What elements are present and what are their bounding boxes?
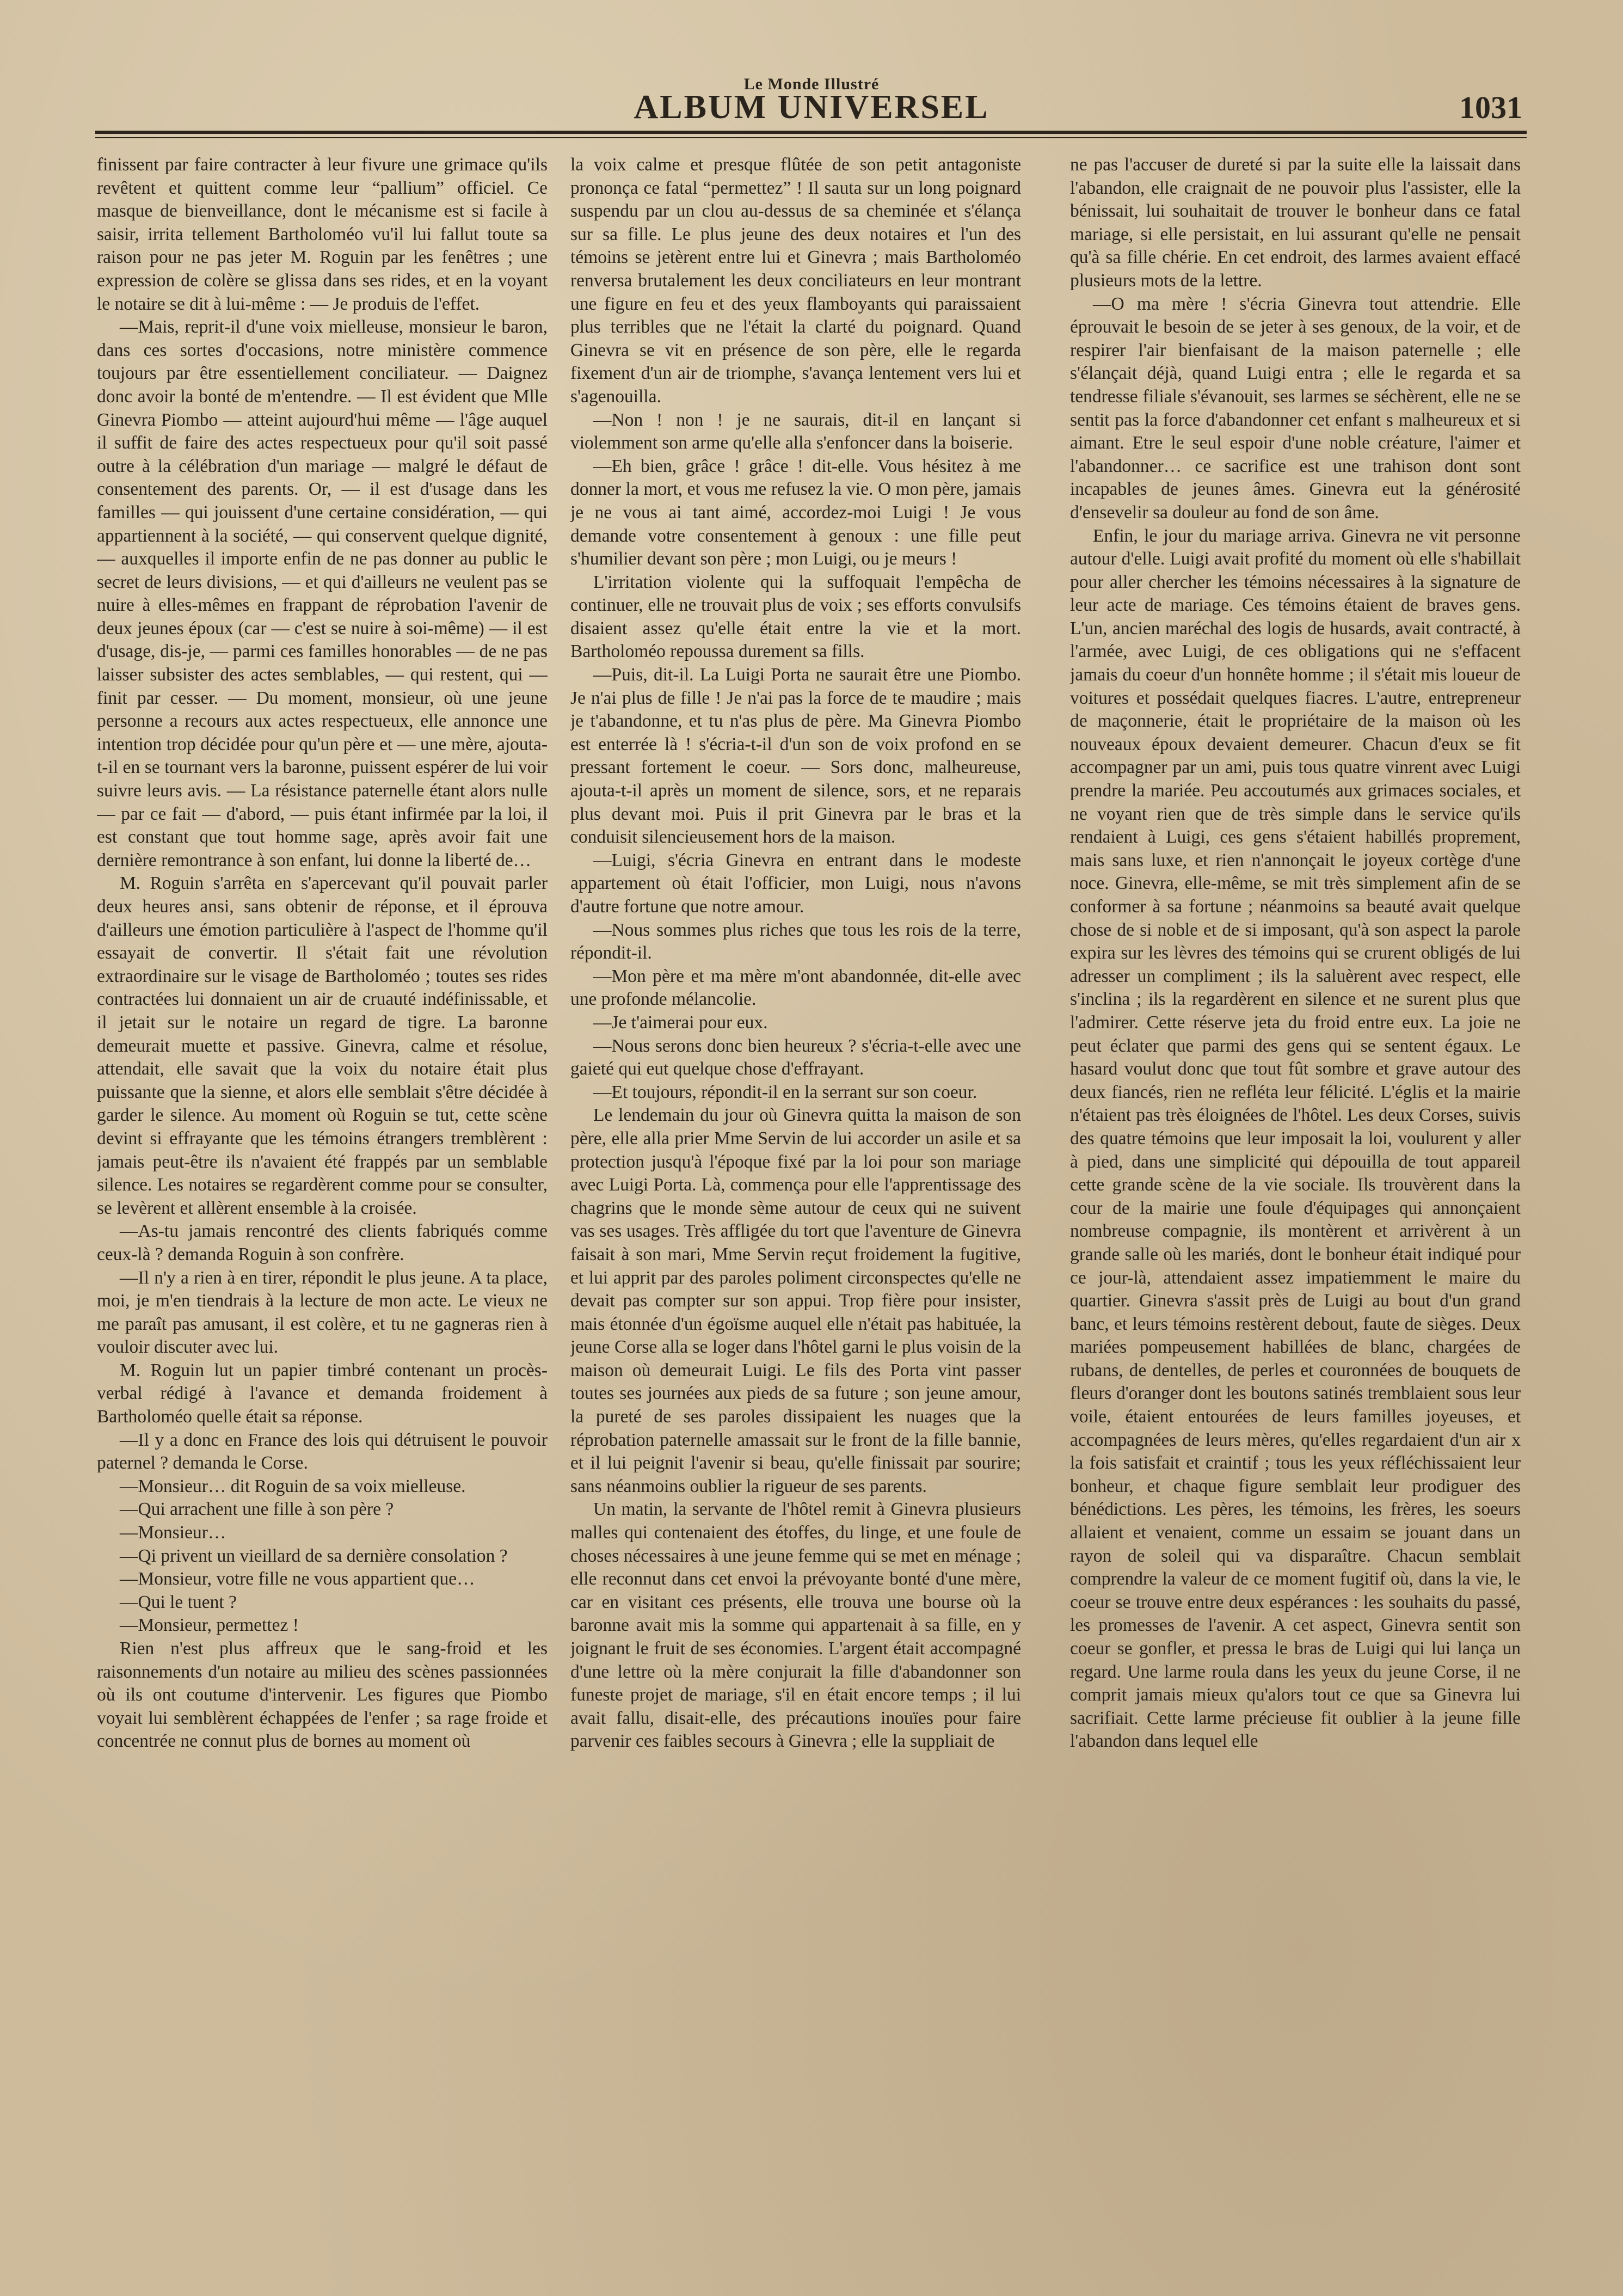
paragraph: —Nous serons donc bien heureux ? s'écria-t-elle avec une gaieté qui eut quelque chose d'effrayant. <box>570 1035 1021 1079</box>
paragraph: —Eh bien, grâce ! grâce ! dit-elle. Vous hésitez à me donner la mort, et vous me refusez la vie. O mon père, jamais je ne vous ai tant aimé, accordez-moi Luigi ! Je vous demande votre consentement à genoux : une fille peut s'humilier devant son père ; mon Luigi, ou je meurs ! <box>570 456 1021 569</box>
page-number: 1031 <box>1459 90 1522 125</box>
text-column-3 <box>1070 154 1521 2140</box>
text-column-2 <box>570 154 1021 2140</box>
paragraph: Un matin, la servante de l'hôtel remit à Ginevra plusieurs malles qui contenaient des étoffes, du linge, et une foule de choses nécessaires à une jeune femme qui se met en ménage ; elle reconnut dans cet envoi la prévoyante bonté d'une mère, car en visitant ces présents, elle trouva une bourse où la baronne avait mis la somme qui appartenait à sa fille, en y joignant le fruit de ses économies. L'argent était accompagné d'une lettre où la mère conjurait la fille d'abandonner son funeste projet de mariage, s'il en était encore temps ; il lui avait fallu, disait-elle, des précautions inouïes pour faire parvenir ces faibles secours à Ginevra ; elle la suppliait de <box>570 1499 1021 1752</box>
paragraph: —Il y a donc en France des lois qui détruisent le pouvoir paternel ? demanda le Corse. <box>97 1429 548 1474</box>
paragraph: Le lendemain du jour où Ginevra quitta la maison de son père, elle alla prier Mme Servin de lui accorder un asile et sa protection jusqu'à l'époque fixé par la loi pour son mariage avec Luigi Porta. Là, commença pour elle l'apprentissage des chagrins que le monde sème autour de ceux qui ne suivent vas ses usages. Très affligée du tort que l'aventure de Ginevra faisait à son mari, Mme Servin reçut froidement la fugitive, et lui apprit par des paroles poliment circonspectes qu'elle ne devait pas compter sur son appui. Trop fière pour insister, mais étonnée d'un égoïsme auquel elle n'était pas habituée, la jeune Corse alla se loger dans l'hôtel garni le plus voisin de la maison où demeurait Luigi. Le fils des Porta vint passer toutes ses journées aux pieds de sa future ; son jeune amour, la pureté de ses paroles dissipaient les nuages que la réprobation paternelle amassait sur le front de la fille bannie, et il lui peignit l'avenir si beau, qu'elle finissait par sourire; sans néanmoins oublier la rigueur de ses parents. <box>570 1105 1021 1496</box>
paragraph: —Monsieur… <box>120 1523 226 1543</box>
text-column-1 <box>97 154 548 2140</box>
paragraph: —Non ! non ! je ne saurais, dit-il en lançant si violemment son arme qu'elle alla s'enfoncer dans la boiserie. <box>570 409 1021 453</box>
paragraph: finissent par faire contracter à leur fivure une grimace qu'ils revêtent et quittent comme leur “pallium” officiel. Ce masque de bienveillance, dont le mécanisme est si facile à saisir, irrita tellement Bartholoméo vu'il lui fallut toute sa raison pour ne pas jeter M. Roguin par les fenêtres ; une expression de colère se glissa dans ses rides, et en la voyant le notaire se dit à lui-même : — Je produis de l'effet. <box>97 155 548 314</box>
masthead-kicker: Le Monde Illustré <box>743 75 880 93</box>
paragraph: M. Roguin s'arrêta en s'apercevant qu'il pouvait parler deux heures ansi, sans obtenir de réponse, et il éprouva d'ailleurs une émotion particulière à l'aspect de l'homme qu'il essayait de convertir. Il s'était fait une révolution extraordinaire sur le visage de Bartholoméo ; toutes ses rides contractées lui donnaient un air de cruauté indéfinissable, et il jetait sur le notaire un regard de tigre. La baronne demeurait muette et passive. Ginevra, calme et résolue, attendait, elle savait que la voix du notaire était plus puissante que la sienne, et alors elle semblait s'être décidée à garder le silence. Au moment où Roguin se tut, cette scène devint si effrayante que les témoins étrangers tremblèrent : jamais peut-être ils n'avaient été frappés par un semblable silence. Les notaires se regardèrent comme pour se consulter, se levèrent et allèrent ensemble à la croisée. <box>97 873 548 1218</box>
paragraph: —Monsieur, permettez ! <box>120 1615 299 1636</box>
paragraph: M. Roguin lut un papier timbré contenant un procès-verbal rédigé à l'avance et demanda froidement à Bartholoméo quelle était sa réponse. <box>97 1360 548 1427</box>
paragraph: —Et toujours, répondit-il en la serrant sur son coeur. <box>593 1082 978 1102</box>
paragraph: —Puis, dit-il. La Luigi Porta ne saurait être une Piombo. Je n'ai plus de fille ! Je n'ai pas la force de te maudire ; mais je t'abandonne, et tu n'as plus de père. Ma Ginevra Piombo est enterrée là ! s'écria-t-il d'un son de voix profond en se pressant fortement le coeur. — Sors donc, malheureuse, ajouta-t-il après un moment de silence, sors, et ne reparais plus devant moi. Puis il prit Ginevra par le bras et la conduisit silencieusement hors de la maison. <box>570 665 1021 848</box>
paragraph: —Mais, reprit-il d'une voix mielleuse, monsieur le baron, dans ces sortes d'occasions, notre ministère commence toujours par être essentiellement conciliateur. — Daignez donc avoir la bonté de m'entendre. — Il est évident que Mlle Ginevra Piombo — atteint aujourd'hui même — l'âge auquel il suffit de faire des actes respectueux pour qu'il soit passé outre à la célébration d'un mariage — malgré le défaut de consentement des parents. Or, — il est d'usage dans les familles — qui jouissent d'une certaine considération, — qui appartiennent à la société, — qui conservent quelque dignité, — auxquelles il importe enfin de ne pas donner au public le secret de leurs divisions, — et qui d'ailleurs ne veulent pas se nuire à elles-mêmes en frappant de réprobation l'avenir de deux jeunes époux (car — c'est se nuire à soi-même) — il est d'usage, dis-je, — parmi ces familles honorables — de ne pas laisser subsister des actes semblables, — qui restent, qui — finit par cesser. — Du moment, monsieur, où une jeune personne a recours aux actes respectueux, elle annonce une intention trop décidée pour qu'un père et — une mère, ajouta-t-il en se tournant vers la baronne, puissent espérer de lui voir suivre leurs avis. — La résistance paternelle étant alors nulle — par ce fait — d'abord, — puis étant infirmée par la loi, il est constant que tout homme sage, après avoir fait une dernière remontrance à son enfant, lui donne la liberté de… <box>97 317 548 870</box>
paragraph: la voix calme et presque flûtée de son petit antagoniste prononça ce fatal “permettez” ! Il sauta sur un long poignard suspendu par un clou au-dessus de sa cheminée et s'élança sur sa fille. Le plus jeune des deux notaires et l'un des témoins se jetèrent entre lui et Ginevra ; mais Bartholoméo renversa brutalement les deux conciliateurs en leur montrant une figure en feu et des yeux flamboyants qui paraissaient plus terribles que ne l'était la clarté du poignard. Quand Ginevra se vit en présence de son père, elle le regarda fixement d'un air de triomphe, s'avança lentement vers lui et s'agenouilla. <box>570 155 1021 407</box>
paragraph: —Je t'aimerai pour eux. <box>593 1012 768 1033</box>
paragraph: —Monsieur… dit Roguin de sa voix mielleuse. <box>120 1476 466 1496</box>
paragraph: —Qi privent un vieillard de sa dernière consolation ? <box>120 1545 508 1566</box>
paragraph: ne pas l'accuser de dureté si par la suite elle la laissait dans l'abandon, elle craignait de ne pouvoir plus l'assister, elle la bénissait, lui souhaitait de trouver le bonheur dans ce fatal mariage, si elle persistait, en lui assurant qu'elle ne pensait qu'à sa fille chérie. En cet endroit, des larmes avaient effacé plusieurs mots de la lettre. <box>1070 155 1521 291</box>
header-rule-thin <box>95 137 1527 138</box>
paragraph: L'irritation violente qui la suffoquait l'empêcha de continuer, elle ne trouvait plus de voix ; ses efforts convulsifs disaient assez qu'elle était entre la vie et la mort. Bartholoméo repoussa durement sa fills. <box>570 572 1021 662</box>
paragraph: Rien n'est plus affreux que le sang-froid et les raisonnements d'un notaire au milieu des scènes passionnées où ils ont coutume d'intervenir. Les figures que Piombo voyait lui semblèrent échappées de l'enfer ; sa rage froide et concentrée ne connut plus de bornes au moment où <box>97 1638 548 1752</box>
paragraph: —O ma mère ! s'écria Ginevra tout attendrie. Elle éprouvait le besoin de se jeter à ses genoux, de la voir, et de respirer l'air bienfaisant de la maison paternelle ; elle s'élançait déjà, quand Luigi entra ; elle le regarda et sa tendresse filiale s'évanouit, ses larmes se séchèrent, elle ne se sentit pas la force d'abandonner cet enfant s malheureux et si aimant. Etre le seul espoir d'une noble créature, l'aimer et l'abandonner… ce sacrifice est une trahison dont sont incapables de jeunes âmes. Ginevra eut la générosité d'ensevelir sa douleur au fond de son âme. <box>1070 293 1521 523</box>
paragraph: Enfin, le jour du mariage arriva. Ginevra ne vit personne autour d'elle. Luigi avait profité du moment où elle s'habillait pour aller chercher les témoins nécessaires à la signature de leur acte de mariage. Ces témoins étaient de braves gens. L'un, ancien maréchal des logis de husards, avait contracté, à l'armée, avec Luigi, de ces obligations qui ne s'effacent jamais du coeur d'un honnête homme ; il s'était mis loueur de voitures et possédait quelques fiacres. L'autre, entrepreneur de maçonnerie, était le propriétaire de la maison où les nouveaux époux devaient demeurer. Chacun d'eux se fit accompagner par un ami, puis tous quatre vinrent avec Luigi prendre la mariée. Peu accoutumés aux grimaces sociales, et ne voyant rien que de très simple dans le service qu'ils rendaient à Luigi, ces gens s'étaient habillés proprement, mais sans luxe, et rien n'annonçait le joyeux cortège d'une noce. Ginevra, elle-même, se mit très simplement afin de se conformer à sa fortune ; néanmoins sa beauté avait quelque chose de si noble et de si imposant, qu'à son aspect la parole expira sur les lèvres des témoins qui se crurent obligés de lui adresser un compliment ; ils la saluèrent avec respect, elle s'inclina ; ils la regardèrent en silence et ne surent plus que l'admirer. Cette réserve jeta du froid entre eux. La joie ne peut éclater que parmi des gens qui se sentent égaux. Le hasard voulut donc que tout fût sombre et grave autour des deux fiancés, rien ne refléta leur félicité. L'églis et la mairie n'étaient pas très éloignées de l'hôtel. Les deux Corses, suivis des quatre témoins que leur imposait la loi, voulurent y aller à pied, dans une simplicité qui dépouilla de tout appareil cette grande scène de la vie sociale. Ils trouvèrent dans la cour de la mairie une foule d'équipages qui annonçaient nombreuse compagnie, ils montèrent et arrivèrent à un grande salle où les mariés, dont le bonheur était indiqué pour ce jour-là, attendaient assez impatiemment le maire du quartier. Ginevra s'assit près de Luigi au bout d'un grand banc, et leurs témoins restèrent debout, faute de sièges. Deux mariées pompeusement habillées de blanc, chargées de rubans, de dentelles, de perles et couronnées de bouquets de fleurs d'oranger dont les boutons satinés tremblaient sous leur voile, étaient entourées de leurs familles joyeuses, et accompagnées de leurs mères, qu'elles regardaient d'un air x la fois satisfait et craintif ; tous les yeux réfléchissaient leur bonheur, et chaque figure semblait leur prodiguer des bénédictions. Les pères, les témoins, les frères, les soeurs allaient et venaient, comme un essaim se jouant dans un rayon de soleil qui va disparaître. Chacun semblait comprendre la valeur de ce moment fugitif où, dans la vie, le coeur se trouve entre deux espérances : les souhaits du passé, les promesses de l'avenir. A cet aspect, Ginevra sentit son coeur se gonfler, et pressa le bras de Luigi qui lui lança un regard. Une larme roula dans les yeux du jeune Corse, il ne comprit jamais mieux qu'alors tout ce que sa Ginevra lui sacrifiait. Cette larme précieuse fit oublier à la jeune fille l'abandon dans lequel elle <box>1070 525 1521 1752</box>
masthead-title: ALBUM UNIVERSEL <box>634 89 989 126</box>
paragraph: —Monsieur, votre fille ne vous appartient que… <box>120 1569 475 1589</box>
header-rule-thick <box>95 131 1527 134</box>
paragraph: —Qui le tuent ? <box>120 1592 237 1612</box>
paragraph: —Qui arrachent une fille à son père ? <box>120 1499 394 1520</box>
paragraph: —Il n'y a rien à en tirer, répondit le plus jeune. A ta place, moi, je m'en tiendrais à la lecture de mon acte. Le vieux ne me paraît pas amusant, il est colère, et tu ne gagneras rien à vouloir discuter avec lui. <box>97 1267 548 1358</box>
paragraph: —Nous sommes plus riches que tous les rois de la terre, répondit-il. <box>570 919 1021 963</box>
paragraph: —As-tu jamais rencontré des clients fabriqués comme ceux-là ? demanda Roguin à son confrère. <box>97 1221 548 1264</box>
paragraph: —Luigi, s'écria Ginevra en entrant dans le modeste appartement où était l'officier, mon Luigi, nous n'avons d'autre fortune que notre amour. <box>570 850 1021 917</box>
paragraph: —Mon père et ma mère m'ont abandonnée, dit-elle avec une profonde mélancolie. <box>570 966 1021 1010</box>
